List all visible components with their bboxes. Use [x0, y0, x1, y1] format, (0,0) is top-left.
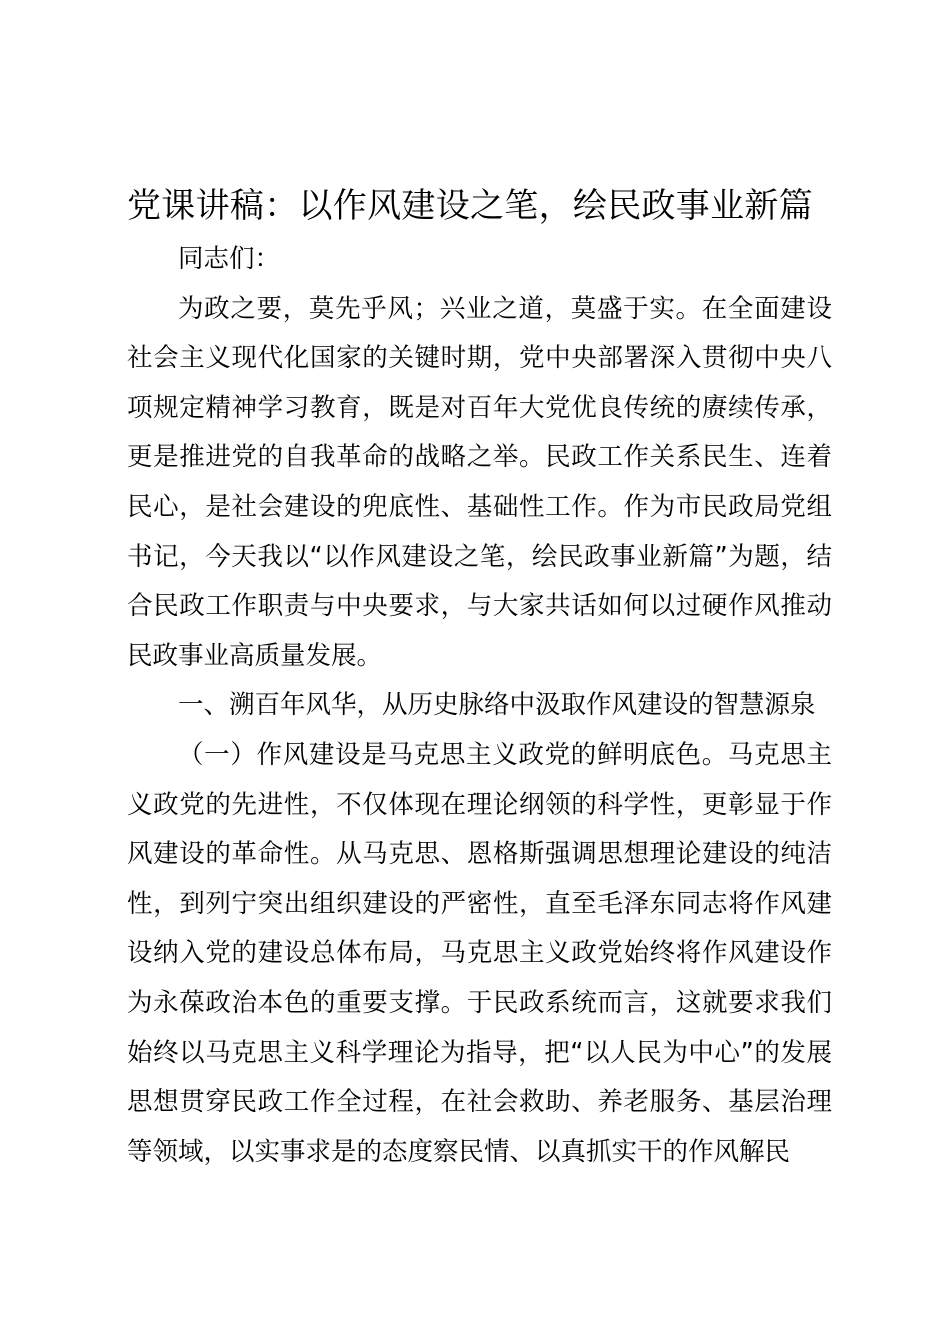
document-body: [127, 235, 832, 1177]
subsection-paragraph: （一）作风建设是马克思主义政党的鲜明底色。马克思主义政党的先进性，不仅体现在理论纲领的科学性，更彰显于作风建设的革命性。从马克思、恩格斯强调思想理论建设的纯洁性，到列宁突出组织建设的严密性，直至毛泽东同志将作风建设纳入党的建设总体布局，马克思主义政党始终将作风建设作为永葆政治本色的重要支撑。于民政系统而言，这就要求我们始终以马克思主义科学理论为指导，把“以人民为中心”的发展思想贯穿民政工作全过程，在社会救助、养老服务、基层治理等领域，以实事求是的态度察民情、以真抓实干的作风解民: [127, 739, 832, 1167]
intro-paragraph: 为政之要，莫先乎风；兴业之道，莫盛于实。在全面建设社会主义现代化国家的关键时期，党中央部署深入贯彻中央八项规定精神学习教育，既是对百年大党优良传统的赓续传承，更是推进党的自我革命的战略之举。民政工作关系民生、连着民心，是社会建设的兜底性、基础性工作。作为市民政局党组书记，今天我以“以作风建设之笔，绘民政事业新篇”为题，结合民政工作职责与中央要求，与大家共话如何以过硬作风推动民政事业高质量发展。: [127, 293, 832, 671]
section-heading: 一、溯百年风华，从历史脉络中汲取作风建设的智慧源泉: [178, 690, 816, 721]
document-title: 党课讲稿：以作风建设之笔，绘民政事业新篇: [127, 186, 813, 226]
salutation: 同志们：: [178, 244, 281, 274]
